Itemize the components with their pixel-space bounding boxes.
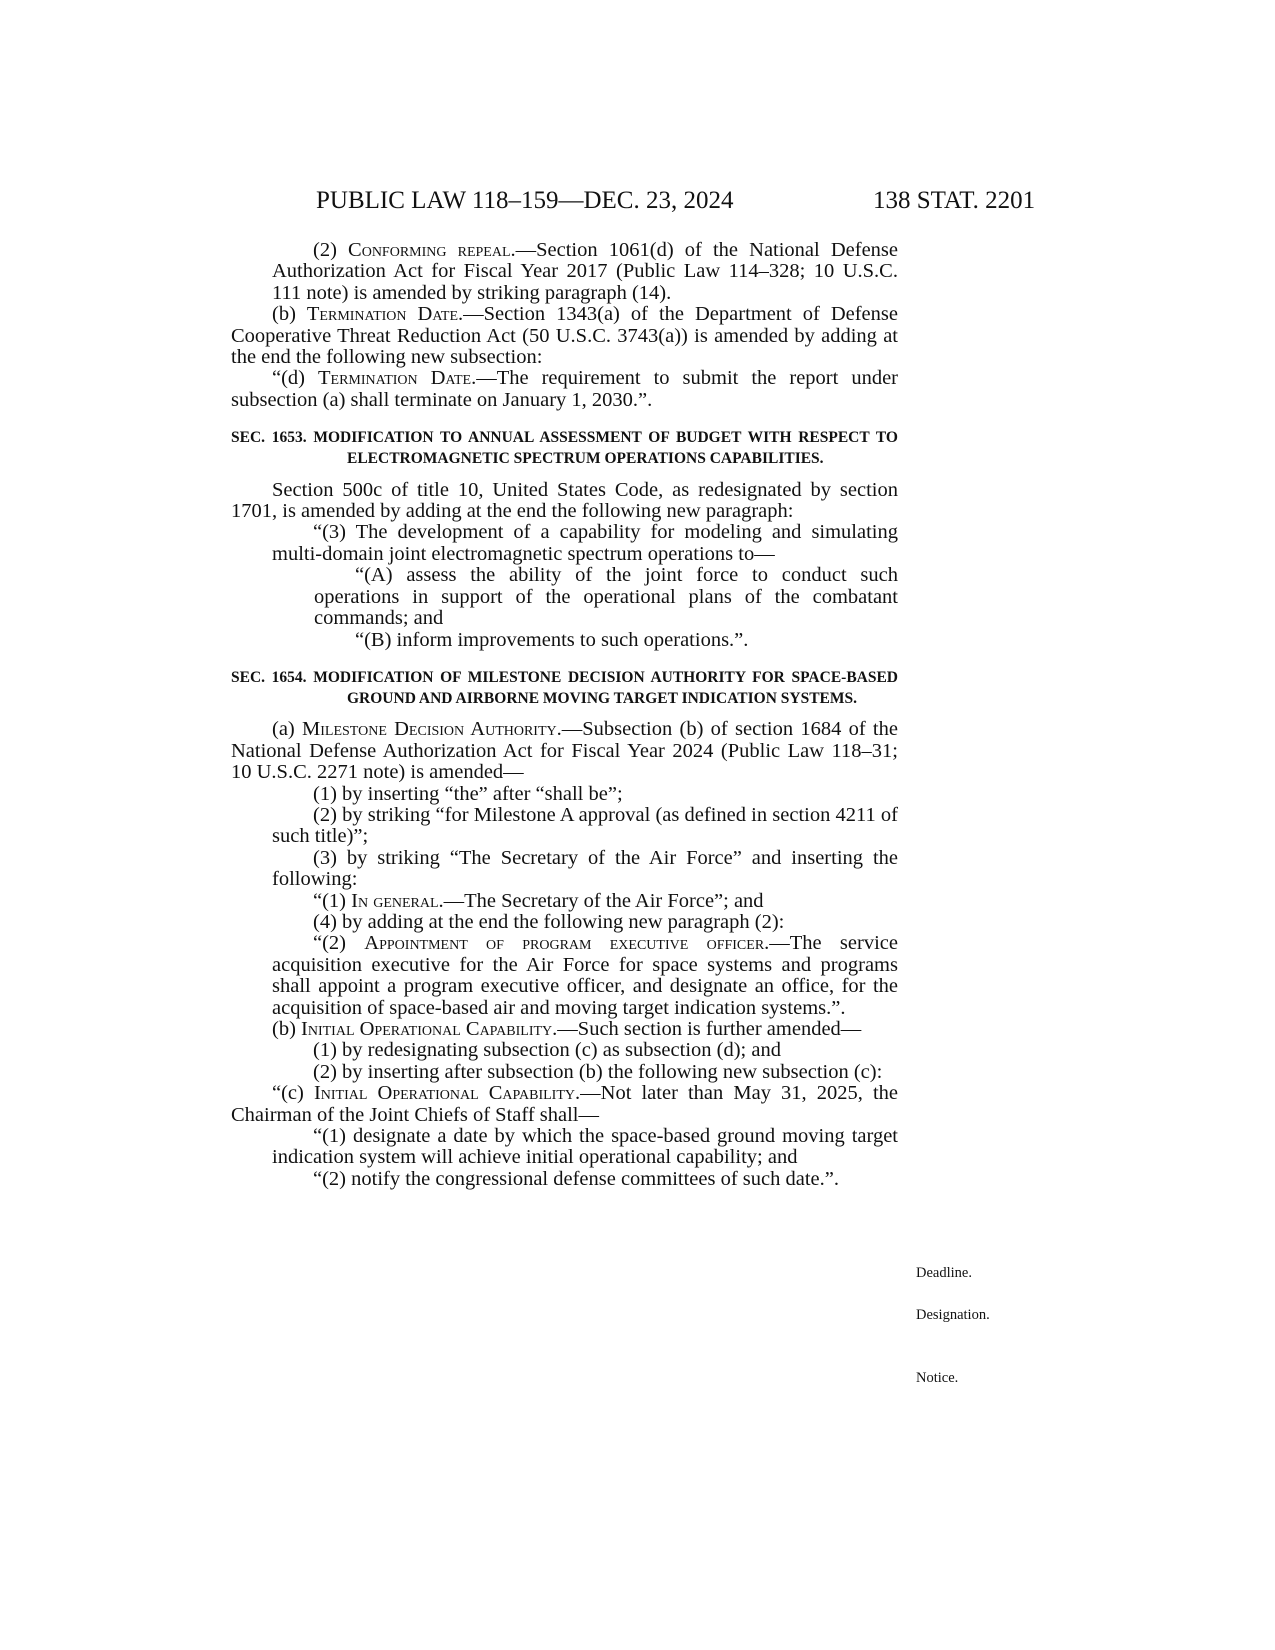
paragraph-quoted-in-general [231, 891, 898, 912]
paragraph-conforming-repeal [231, 240, 898, 304]
para-text: —Not later than May 31, 2025, the Chairman of the Joint Chiefs of Staff shall— [231, 1082, 898, 1126]
para-heading: Milestone Decision Authority. [302, 718, 562, 741]
paragraph-initial-operational-capability [231, 1019, 898, 1040]
para-number: “(d) [272, 367, 318, 390]
paragraph-milestone-decision-authority [231, 719, 898, 783]
paragraph-item-4: (4) by adding at the end the following new paragraph (2): [313, 910, 785, 933]
para-text: —The requirement to submit the report under subsection (a) shall terminate on January 1, 2030.”. [231, 367, 898, 411]
para-number: (a) [272, 718, 303, 741]
paragraph-quoted-designate: “(1) designate a date by which the space-based ground moving target indication system will achieve initial operational capability; and [272, 1125, 898, 1169]
paragraph-sec1653-intro: Section 500c of title 10, United States Code, as redesignated by section 1701, is amended by adding at the end the following new paragraph: [231, 478, 898, 523]
margin-note-deadline: Deadline. [916, 1265, 972, 1281]
para-number: (2) [313, 239, 349, 261]
running-head [0, 186, 1275, 216]
paragraph-termination-date [231, 304, 898, 368]
paragraph-quoted-notify: “(2) notify the congressional defense committees of such date.”. [313, 1167, 839, 1190]
text-column [231, 240, 898, 1190]
para-number: (b) [272, 303, 307, 326]
section-heading-1653: SEC. 1653. MODIFICATION TO ANNUAL ASSESSMENT OF BUDGET WITH RESPECT TO ELECTROMAGNETIC SPECTRUM OPERATIONS CAPABILITIES. [231, 429, 898, 468]
para-heading: Initial Operational Capability. [313, 1082, 581, 1105]
statute-page-number: 138 STAT. 2201 [873, 187, 1036, 214]
para-heading: Conforming repeal. [348, 239, 516, 261]
para-text: —Subsection (b) of section 1684 of the National Defense Authorization Act for Fiscal Year 2024 (Public Law 118–31; 10 U.S.C. 2271 note) is amended— [231, 718, 898, 784]
para-number: (b) [272, 1018, 302, 1040]
paragraph-quoted-3: “(3) The development of a capability for modeling and simulating multi-domain joint electromagnetic spectrum operations to— [272, 521, 898, 565]
paragraph-item-3: (3) by striking “The Secretary of the Air Force” and inserting the following: [272, 846, 898, 891]
para-heading: Appointment of program executive officer. [364, 932, 770, 955]
paragraph-quoted-a: “(A) assess the ability of the joint force to conduct such operations in support of the operational plans of the combatant commands; and [314, 564, 898, 630]
running-head-title: PUBLIC LAW 118–159—DEC. 23, 2024 [316, 187, 734, 214]
para-heading: Initial Operational Capability. [301, 1018, 558, 1040]
para-text: —The service acquisition executive for the Air Force for space systems and programs shall appoint a program executive officer, and designate an office, for the acquisition of space-based air and moving target indication systems.”. [272, 932, 898, 1019]
paragraph-quoted-appointment [231, 933, 898, 1019]
para-text: —Section 1343(a) of the Department of Defense Cooperative Threat Reduction Act (50 U.S.C. 3743(a)) is amended by adding at the end the following new subsection: [231, 303, 898, 369]
para-number: “(c) [272, 1082, 314, 1105]
section-heading-1654: SEC. 1654. MODIFICATION OF MILESTONE DECISION AUTHORITY FOR SPACE-BASED GROUND AND AIRBORNE MOVING TARGET INDICATION SYSTEMS. [231, 668, 898, 708]
para-text: —Such section is further amended— [557, 1018, 862, 1040]
margin-note-designation: Designation. [916, 1307, 990, 1323]
para-text: —Section 1061(d) of the National Defense Authorization Act for Fiscal Year 2017 (Public Law 114–328; 10 U.S.C. 111 note) is amended by striking paragraph (14). [272, 239, 899, 304]
paragraph-item-2: (2) by striking “for Milestone A approval (as defined in section 4211 of such title)”; [272, 803, 898, 848]
margin-note-notice: Notice. [916, 1370, 959, 1386]
paragraph-redesignating: (1) by redesignating subsection (c) as subsection (d); and [313, 1039, 781, 1062]
paragraph-item-1: (1) by inserting “the” after “shall be”; [313, 782, 623, 805]
para-heading: Termination Date. [306, 303, 464, 326]
para-text: —The Secretary of the Air Force”; and [443, 889, 764, 912]
paragraph-quoted-termination-date [231, 368, 898, 411]
para-heading: Termination Date. [318, 367, 477, 390]
para-number: “(1) [313, 889, 352, 912]
paragraph-quoted-b: “(B) inform improvements to such operations.”. [355, 628, 749, 651]
paragraph-quoted-ioc [231, 1083, 898, 1126]
para-number: “(2) [313, 932, 365, 955]
paragraph-inserting: (2) by inserting after subsection (b) the following new subsection (c): [313, 1060, 883, 1083]
para-heading: In general. [351, 889, 444, 912]
